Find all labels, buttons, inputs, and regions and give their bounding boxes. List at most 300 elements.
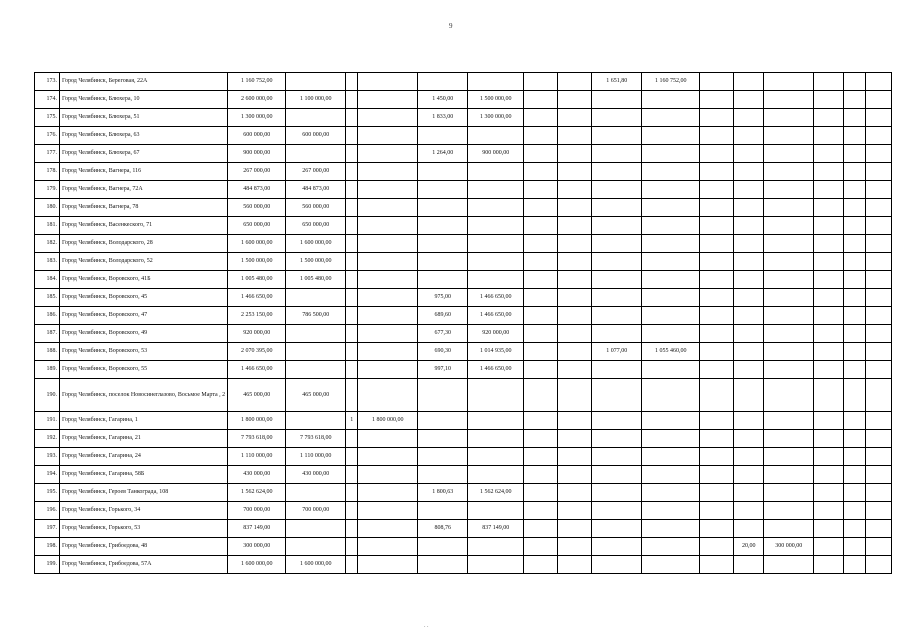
cell-c9: [642, 127, 700, 145]
cell-x3: [844, 271, 866, 289]
cell-x4: [866, 163, 892, 181]
address-cell: Город Челябинск, Грибоедова, 48: [60, 538, 228, 556]
total-cost-cell: 1 466 650,00: [228, 361, 286, 379]
cell-c6: [524, 289, 558, 307]
cell-c10: [734, 181, 764, 199]
cell-x2: [814, 163, 844, 181]
cell-x4: [866, 271, 892, 289]
cell-c10: [734, 145, 764, 163]
cell-c3: [358, 343, 418, 361]
cell-c10: [734, 556, 764, 574]
cell-x1: [700, 271, 734, 289]
cell-x4: [866, 325, 892, 343]
address-cell: Город Челябинск, Гагарина, 1: [60, 412, 228, 430]
cell-c10: [734, 412, 764, 430]
cell-c11: [764, 379, 814, 412]
cell-c5: 1 466 650,00: [468, 361, 524, 379]
cell-c4: [418, 253, 468, 271]
cell-x3: [844, 361, 866, 379]
address-cell: Город Челябинск, Воровского, 49: [60, 325, 228, 343]
table-row: [35, 145, 892, 163]
page-number: 9: [449, 22, 453, 30]
cell-x4: [866, 556, 892, 574]
cell-c10: [734, 91, 764, 109]
cell-c3: 1 800 000,00: [358, 412, 418, 430]
row-number: 181.: [35, 217, 60, 235]
cell-x3: [844, 430, 866, 448]
cell-c9: [642, 163, 700, 181]
cell-c5: [468, 217, 524, 235]
cell-c8: [592, 556, 642, 574]
cell-c6: [524, 235, 558, 253]
cell-c4: [418, 466, 468, 484]
address-cell: Город Челябинск, Героев Танкограда, 108: [60, 484, 228, 502]
cell-c5: [468, 448, 524, 466]
cell-c1: 600 000,00: [286, 127, 346, 145]
total-cost-cell: 2 600 000,00: [228, 91, 286, 109]
cell-c2: [346, 217, 358, 235]
cell-x1: [700, 91, 734, 109]
total-cost-cell: 1 600 000,00: [228, 556, 286, 574]
cell-c8: [592, 145, 642, 163]
cell-c6: [524, 520, 558, 538]
cell-x4: [866, 361, 892, 379]
table-row: [35, 430, 892, 448]
cell-c1: [286, 484, 346, 502]
cell-c1: 465 000,00: [286, 379, 346, 412]
cell-c7: [558, 109, 592, 127]
cell-c10: [734, 307, 764, 325]
total-cost-cell: 465 000,00: [228, 379, 286, 412]
cell-x4: [866, 448, 892, 466]
cell-c7: [558, 91, 592, 109]
row-number: 198.: [35, 538, 60, 556]
cell-c8: [592, 325, 642, 343]
cell-c2: [346, 145, 358, 163]
table-row: [35, 181, 892, 199]
cell-c7: [558, 484, 592, 502]
table-row: [35, 379, 892, 412]
address-cell: Город Челябинск, Вагнера, 72А: [60, 181, 228, 199]
cell-c5: [468, 235, 524, 253]
cell-x1: [700, 466, 734, 484]
cell-c2: [346, 343, 358, 361]
cell-c6: [524, 199, 558, 217]
cell-c1: 484 873,00: [286, 181, 346, 199]
cell-c6: [524, 127, 558, 145]
total-cost-cell: 2 253 150,00: [228, 307, 286, 325]
cell-c5: [468, 181, 524, 199]
row-number: 184.: [35, 271, 60, 289]
cell-x4: [866, 199, 892, 217]
cell-c2: [346, 253, 358, 271]
cell-x1: [700, 145, 734, 163]
cell-x1: [700, 343, 734, 361]
cell-c1: [286, 412, 346, 430]
cell-c6: [524, 217, 558, 235]
address-cell: Город Челябинск, Воровского, 47: [60, 307, 228, 325]
total-cost-cell: 1 600 000,00: [228, 235, 286, 253]
total-cost-cell: 1 005 480,00: [228, 271, 286, 289]
cell-c8: [592, 484, 642, 502]
cell-x2: [814, 466, 844, 484]
cell-c9: [642, 181, 700, 199]
cell-x2: [814, 379, 844, 412]
cell-c2: [346, 163, 358, 181]
cell-x3: [844, 379, 866, 412]
cell-x4: [866, 466, 892, 484]
cell-c10: [734, 289, 764, 307]
cell-c4: [418, 538, 468, 556]
cell-c9: [642, 361, 700, 379]
cell-c9: [642, 217, 700, 235]
table-row: [35, 520, 892, 538]
cell-c9: [642, 91, 700, 109]
cell-c7: [558, 235, 592, 253]
cell-c11: [764, 109, 814, 127]
cell-c9: [642, 412, 700, 430]
cell-c8: [592, 217, 642, 235]
cell-x3: [844, 520, 866, 538]
works-register-table: [34, 72, 892, 574]
cell-x4: [866, 343, 892, 361]
cell-c11: [764, 325, 814, 343]
cell-c6: [524, 466, 558, 484]
address-cell: Город Челябинск, Блюхера, 67: [60, 145, 228, 163]
cell-c6: [524, 145, 558, 163]
cell-c3: [358, 145, 418, 163]
cell-x3: [844, 109, 866, 127]
cell-c11: [764, 91, 814, 109]
cell-x2: [814, 520, 844, 538]
cell-x2: [814, 145, 844, 163]
cell-c9: [642, 466, 700, 484]
cell-x4: [866, 109, 892, 127]
cell-c9: [642, 145, 700, 163]
cell-x3: [844, 73, 866, 91]
cell-c1: [286, 73, 346, 91]
cell-c6: [524, 448, 558, 466]
cell-x4: [866, 217, 892, 235]
cell-c3: [358, 448, 418, 466]
table-row: [35, 73, 892, 91]
cell-x1: [700, 73, 734, 91]
cell-x1: [700, 199, 734, 217]
cell-c8: [592, 379, 642, 412]
cell-c3: [358, 484, 418, 502]
row-number: 179.: [35, 181, 60, 199]
cell-c6: [524, 502, 558, 520]
cell-x3: [844, 502, 866, 520]
cell-c2: [346, 307, 358, 325]
cell-x1: [700, 181, 734, 199]
cell-c8: [592, 307, 642, 325]
total-cost-cell: 560 000,00: [228, 199, 286, 217]
cell-c3: [358, 253, 418, 271]
row-number: 195.: [35, 484, 60, 502]
cell-x2: [814, 343, 844, 361]
cell-c6: [524, 343, 558, 361]
row-number: 186.: [35, 307, 60, 325]
cell-x2: [814, 412, 844, 430]
cell-x4: [866, 235, 892, 253]
cell-c3: [358, 502, 418, 520]
cell-c6: [524, 379, 558, 412]
cell-c3: [358, 307, 418, 325]
cell-c9: [642, 556, 700, 574]
table-row: [35, 484, 892, 502]
table-row: [35, 253, 892, 271]
cell-c6: [524, 163, 558, 181]
cell-x3: [844, 181, 866, 199]
cell-c1: [286, 289, 346, 307]
cell-c8: [592, 127, 642, 145]
cell-c10: [734, 325, 764, 343]
cell-c6: [524, 412, 558, 430]
cell-c4: [418, 127, 468, 145]
cell-c9: [642, 325, 700, 343]
cell-c11: [764, 253, 814, 271]
cell-x1: [700, 361, 734, 379]
cell-x4: [866, 502, 892, 520]
cell-c3: [358, 235, 418, 253]
cell-c8: [592, 412, 642, 430]
cell-x1: [700, 163, 734, 181]
cell-c3: [358, 520, 418, 538]
cell-x2: [814, 217, 844, 235]
cell-c11: [764, 466, 814, 484]
cell-c2: [346, 379, 358, 412]
cell-c5: 1 014 935,00: [468, 343, 524, 361]
cell-c2: [346, 466, 358, 484]
cell-c8: [592, 163, 642, 181]
cell-x3: [844, 127, 866, 145]
cell-c11: [764, 127, 814, 145]
cell-c11: [764, 412, 814, 430]
total-cost-cell: 700 000,00: [228, 502, 286, 520]
row-number: 199.: [35, 556, 60, 574]
cell-x4: [866, 484, 892, 502]
cell-c7: [558, 538, 592, 556]
table-row: [35, 307, 892, 325]
address-cell: Город Челябинск, Горького, 34: [60, 502, 228, 520]
cell-c1: [286, 343, 346, 361]
cell-c10: [734, 217, 764, 235]
cell-x1: [700, 502, 734, 520]
address-cell: Город Челябинск, Горького, 53: [60, 520, 228, 538]
cell-x1: [700, 289, 734, 307]
row-number: 180.: [35, 199, 60, 217]
row-number: 177.: [35, 145, 60, 163]
cell-c4: [418, 217, 468, 235]
cell-c4: [418, 448, 468, 466]
cell-x3: [844, 253, 866, 271]
cell-c7: [558, 307, 592, 325]
cell-c7: [558, 325, 592, 343]
address-cell: Город Челябинск, Блюхера, 51: [60, 109, 228, 127]
cell-c8: [592, 466, 642, 484]
row-number: 183.: [35, 253, 60, 271]
cell-c3: [358, 217, 418, 235]
address-cell: Город Челябинск, Гагарина, 58Б: [60, 466, 228, 484]
table-row: [35, 343, 892, 361]
cell-x2: [814, 289, 844, 307]
cell-c1: 7 793 618,00: [286, 430, 346, 448]
cell-c10: [734, 163, 764, 181]
cell-c4: [418, 271, 468, 289]
cell-c7: [558, 361, 592, 379]
cell-c8: 1 077,00: [592, 343, 642, 361]
cell-c2: [346, 109, 358, 127]
cell-c5: [468, 199, 524, 217]
cell-c1: 1 100 000,00: [286, 91, 346, 109]
cell-x4: [866, 538, 892, 556]
cell-c4: [418, 181, 468, 199]
cell-c3: [358, 127, 418, 145]
cell-c8: [592, 91, 642, 109]
total-cost-cell: 1 110 000,00: [228, 448, 286, 466]
cell-c7: [558, 253, 592, 271]
cell-c1: 1 110 000,00: [286, 448, 346, 466]
cell-c10: [734, 484, 764, 502]
cell-c11: [764, 181, 814, 199]
row-number: 189.: [35, 361, 60, 379]
cell-c7: [558, 502, 592, 520]
cell-c2: [346, 502, 358, 520]
cell-c9: [642, 109, 700, 127]
cell-c6: [524, 307, 558, 325]
cell-c8: [592, 502, 642, 520]
cell-c6: [524, 271, 558, 289]
cell-c4: 997,10: [418, 361, 468, 379]
cell-x1: [700, 217, 734, 235]
cell-c1: [286, 145, 346, 163]
cell-c6: [524, 109, 558, 127]
cell-c6: [524, 181, 558, 199]
cell-c9: 1 160 752,00: [642, 73, 700, 91]
cell-c6: [524, 556, 558, 574]
table-row: [35, 556, 892, 574]
cell-c5: 1 562 624,00: [468, 484, 524, 502]
cell-c1: 1 600 000,00: [286, 556, 346, 574]
cell-c6: [524, 91, 558, 109]
cell-c2: [346, 556, 358, 574]
table-row: [35, 538, 892, 556]
cell-c10: [734, 379, 764, 412]
table-row: [35, 217, 892, 235]
cell-c3: [358, 73, 418, 91]
cell-c3: [358, 181, 418, 199]
cell-c4: [418, 199, 468, 217]
cell-x1: [700, 127, 734, 145]
cell-c8: [592, 235, 642, 253]
cell-c2: [346, 361, 358, 379]
cell-c3: [358, 361, 418, 379]
cell-c4: 690,30: [418, 343, 468, 361]
cell-c11: [764, 271, 814, 289]
cell-c7: [558, 127, 592, 145]
cell-x2: [814, 556, 844, 574]
cell-c2: [346, 91, 358, 109]
cell-x1: [700, 235, 734, 253]
cell-c4: 808,76: [418, 520, 468, 538]
cell-c5: [468, 73, 524, 91]
cell-c10: [734, 253, 764, 271]
cell-c7: [558, 163, 592, 181]
cell-x2: [814, 127, 844, 145]
row-number: 174.: [35, 91, 60, 109]
cell-c11: [764, 73, 814, 91]
cell-c5: [468, 556, 524, 574]
address-cell: Город Челябинск, Володарского, 52: [60, 253, 228, 271]
cell-c5: [468, 127, 524, 145]
cell-c7: [558, 343, 592, 361]
cell-c10: [734, 361, 764, 379]
cell-c10: [734, 448, 764, 466]
total-cost-cell: 650 000,00: [228, 217, 286, 235]
cell-x3: [844, 448, 866, 466]
cell-c5: [468, 379, 524, 412]
cell-x3: [844, 343, 866, 361]
cell-x2: [814, 538, 844, 556]
table-row: [35, 199, 892, 217]
cell-c8: 1 651,80: [592, 73, 642, 91]
cell-c7: [558, 379, 592, 412]
cell-c8: [592, 448, 642, 466]
cell-x1: [700, 379, 734, 412]
cell-c3: [358, 379, 418, 412]
cell-c5: 1 500 000,00: [468, 91, 524, 109]
cell-x2: [814, 307, 844, 325]
cell-c9: [642, 271, 700, 289]
table-row: [35, 109, 892, 127]
cell-c9: [642, 448, 700, 466]
total-cost-cell: 1 800 000,00: [228, 412, 286, 430]
cell-c5: 1 300 000,00: [468, 109, 524, 127]
cell-c8: [592, 199, 642, 217]
cell-c11: [764, 430, 814, 448]
address-cell: Город Челябинск, Вагнера, 78: [60, 199, 228, 217]
row-number: 196.: [35, 502, 60, 520]
cell-c10: [734, 343, 764, 361]
cell-c3: [358, 271, 418, 289]
cell-x2: [814, 484, 844, 502]
table-row: [35, 163, 892, 181]
cell-x2: [814, 91, 844, 109]
cell-c4: [418, 235, 468, 253]
cell-c8: [592, 361, 642, 379]
cell-x1: [700, 538, 734, 556]
cell-c11: [764, 502, 814, 520]
cell-c2: [346, 325, 358, 343]
total-cost-cell: 484 873,00: [228, 181, 286, 199]
cell-c1: 786 500,00: [286, 307, 346, 325]
cell-c5: [468, 412, 524, 430]
cell-c2: [346, 484, 358, 502]
cell-c2: [346, 235, 358, 253]
table-row: [35, 235, 892, 253]
cell-c4: 1 450,00: [418, 91, 468, 109]
total-cost-cell: 600 000,00: [228, 127, 286, 145]
cell-c1: [286, 538, 346, 556]
cell-c7: [558, 430, 592, 448]
total-cost-cell: 7 793 618,00: [228, 430, 286, 448]
cell-c5: 837 149,00: [468, 520, 524, 538]
cell-c1: 700 000,00: [286, 502, 346, 520]
cell-c4: [418, 556, 468, 574]
table-row: [35, 361, 892, 379]
cell-c9: [642, 379, 700, 412]
